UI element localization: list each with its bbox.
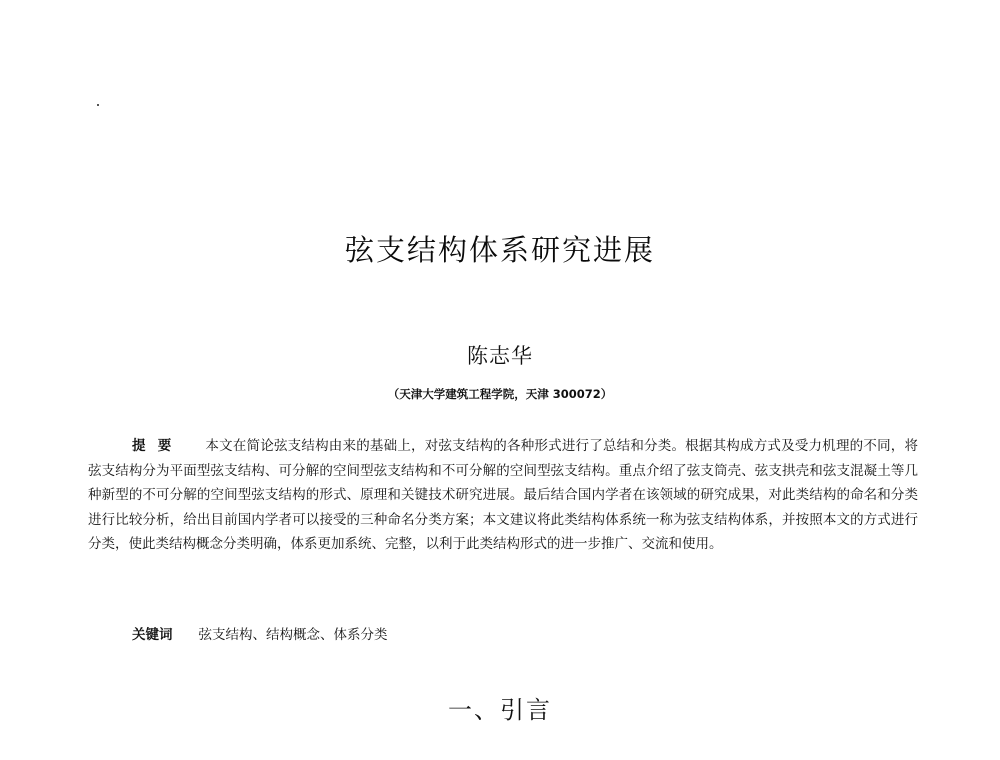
author-affiliation: （天津大学建筑工程学院，天津 300072） xyxy=(387,387,613,401)
keywords-label: 关键词 xyxy=(132,627,173,643)
scan-speck xyxy=(97,104,99,106)
paper-title: 弦支结构体系研究进展 xyxy=(344,233,655,267)
keywords-text: 弦支结构、结构概念、体系分类 xyxy=(198,627,388,643)
abstract xyxy=(88,434,918,557)
abstract-label: 提要 xyxy=(132,438,184,454)
author-name: 陈志华 xyxy=(467,344,533,368)
keywords xyxy=(132,623,912,647)
abstract-text: 本文在简论弦支结构由来的基础上，对弦支结构的各种形式进行了总结和分类。根据其构成方式及受力机理的不同，将弦支结构分为平面型弦支结构、可分解的空间型弦支结构和不可分解的空间型弦支结构。重点介绍了弦支筒壳、弦支拱壳和弦支混凝土等几种新型的不可分解的空间型弦支结构的形式、原理和关键技术研究进展。最后结合国内学者在该领域的研究成果，对此类结构的命名和分类进行比较分析，给出目前国内学者可以接受的三种命名分类方案；本文建议将此类结构体系统一称为弦支结构体系，并按照本文的方式进行分类，使此类结构概念分类明确，体系更加系统、完整，以利于此类结构形式的进一步推广、交流和使用。 xyxy=(88,438,919,552)
section-heading-introduction: 一、引言 xyxy=(448,696,552,724)
